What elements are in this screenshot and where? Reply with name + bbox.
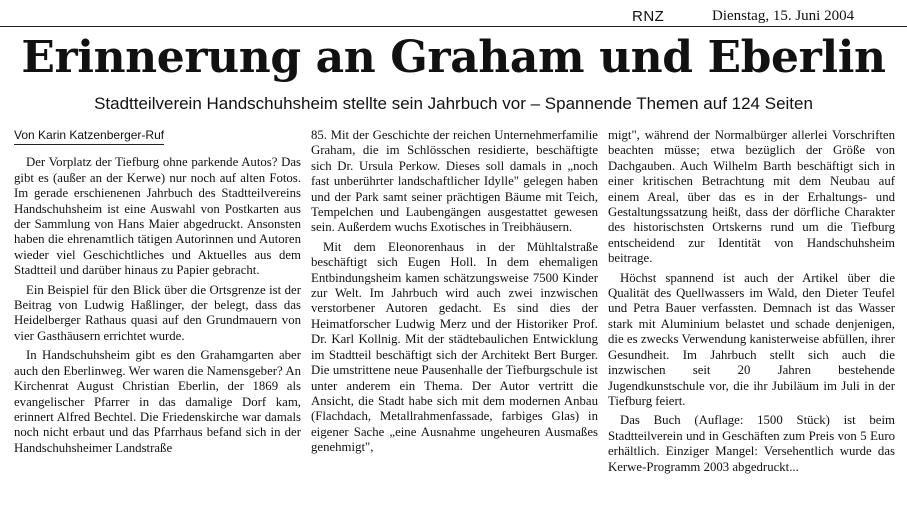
article-column-3 xyxy=(608,128,895,512)
article-headline: Erinnerung an Graham und Eberlin xyxy=(21,32,886,83)
paragraph: In Handschuhsheim gibt es den Grahamgarten aber auch den Eberlinweg. Wer waren die Namensgeber? An Kirchenrat August Christian Eberlin, der 1869 als evangelischer Pfarrer in das damalige Dorf kam, erinnert Alfred Bechtel. Die Friedenskirche war damals noch nicht erbaut und das Pfarrhaus befand sich in der Handschuhsheimer Landstraße xyxy=(14,348,301,455)
paragraph: Das Buch (Auflage: 1500 Stück) ist beim Stadtteilverein und in Geschäften zum Preis von 5 Euro erhältlich. Einziger Mangel: Versehentlich wurde das Kerwe-Programm 2003 abgedruckt... xyxy=(608,413,895,474)
paragraph: 85. Mit der Geschichte der reichen Unternehmerfamilie Graham, die im Schlösschen residierte, beschäftigte sich Dr. Ursula Perkow. Dieses soll damals in „noch fast unberührter landschaftlicher Idylle" gelegen haben und der Park samt seiner prächtigen Bäume mit Teich, Tempelchen und Laubengängen ausgestattet gewesen sein. Außerdem wuchs Exotisches in Treibhäusern. xyxy=(311,128,598,235)
paragraph: Ein Beispiel für den Blick über die Ortsgrenze ist der Beitrag von Ludwig Haßlinger, der belegt, dass das Heidelberger Rathaus quasi auf den Grundmauern von vier Gasthäusern errichtet wurde. xyxy=(14,282,301,343)
masthead xyxy=(0,4,907,26)
article-subheadline: Stadtteilverein Handschuhsheim stellte sein Jahrbuch vor – Spannende Themen auf 124 Seiten xyxy=(94,94,813,113)
article-byline: Von Karin Katzenberger-Ruf xyxy=(14,128,164,145)
article-column-2 xyxy=(311,128,598,512)
paragraph: Der Vorplatz der Tiefburg ohne parkende Autos? Das gibt es (außer an der Kerwe) nur noch auf alten Fotos. Im gerade erschienenen Jahrbuch des Stadtteilvereins Handschuhsheim ist eine Auswahl von Postkarten aus der Sammlung von Hans Maier abgedruckt. Ansonsten haben die ehrenamtlich tätigen Autorinnen und Autoren wieder viel Geschichtliches und Aktuelles aus dem Stadtteil und darüber hinaus zu Papier gebracht. xyxy=(14,155,301,278)
paragraph: Höchst spannend ist auch der Artikel über die Qualität des Quellwassers im Wald, den Dieter Teufel und Petra Bauer verfassten. Demnach ist das Wasser stark mit Aluminium belastet und schade denjenigen, die es zwecks Verwendung kanisterweise abfüllen, ihrer Gesundheit. Im Jahrbuch stellt sich auch die inzwischen seit 20 Jahren bestehende Jugendkunstschule vor, die ihr Jubiläum im Juli in der Tiefburg feiert. xyxy=(608,270,895,408)
article-column-1 xyxy=(14,128,301,512)
paragraph: Mit dem Eleonorenhaus in der Mühltalstraße beschäftigt sich Eugen Holl. In dem ehemaligen Entbindungsheim kamen schätzungsweise 7500 Kinder zur Welt. Im Jahrbuch wird auch zwei inzwischen verstorbener Autoren gedacht. Es sind dies der Heimatforscher Ludwig Merz und der Historiker Prof. Dr. Karl Kollnig. Mit der städtebaulichen Entwicklung im Stadtteil beschäftigt sich der Architekt Bert Burger. Die umstrittene neue Pausenhalle der Tiefburgschule ist unter anderem ein Thema. Der Autor vertritt die Ansicht, die Stadt habe sich mit dem modernen Anbau (Flachdach, Metallrahmenfassade, farbiges Glas) in eigener Sache „eine Ausnahme ungeheuren Ausmaßes genehmigt", xyxy=(311,239,598,455)
masthead-rule xyxy=(0,26,907,27)
paragraph: migt", während der Normalbürger allerlei Vorschriften beachten müsse; etwa bezüglich der Größe von Dachgauben. Auch Wilhelm Barth beschäftigt sich in einer kritischen Betrachtung mit dem Neubau auf einem Areal, über das es in der Erhaltungs- und Gestaltungssatzung heißt, dass der dörfliche Charakter des historischsten Ortskerns rund um die Tiefburg entscheidend zur Identität von Handschuhsheim beitrage. xyxy=(608,128,895,266)
publication-date: Dienstag, 15. Juni 2004 xyxy=(712,8,855,24)
newspaper-name: RNZ xyxy=(632,8,665,25)
